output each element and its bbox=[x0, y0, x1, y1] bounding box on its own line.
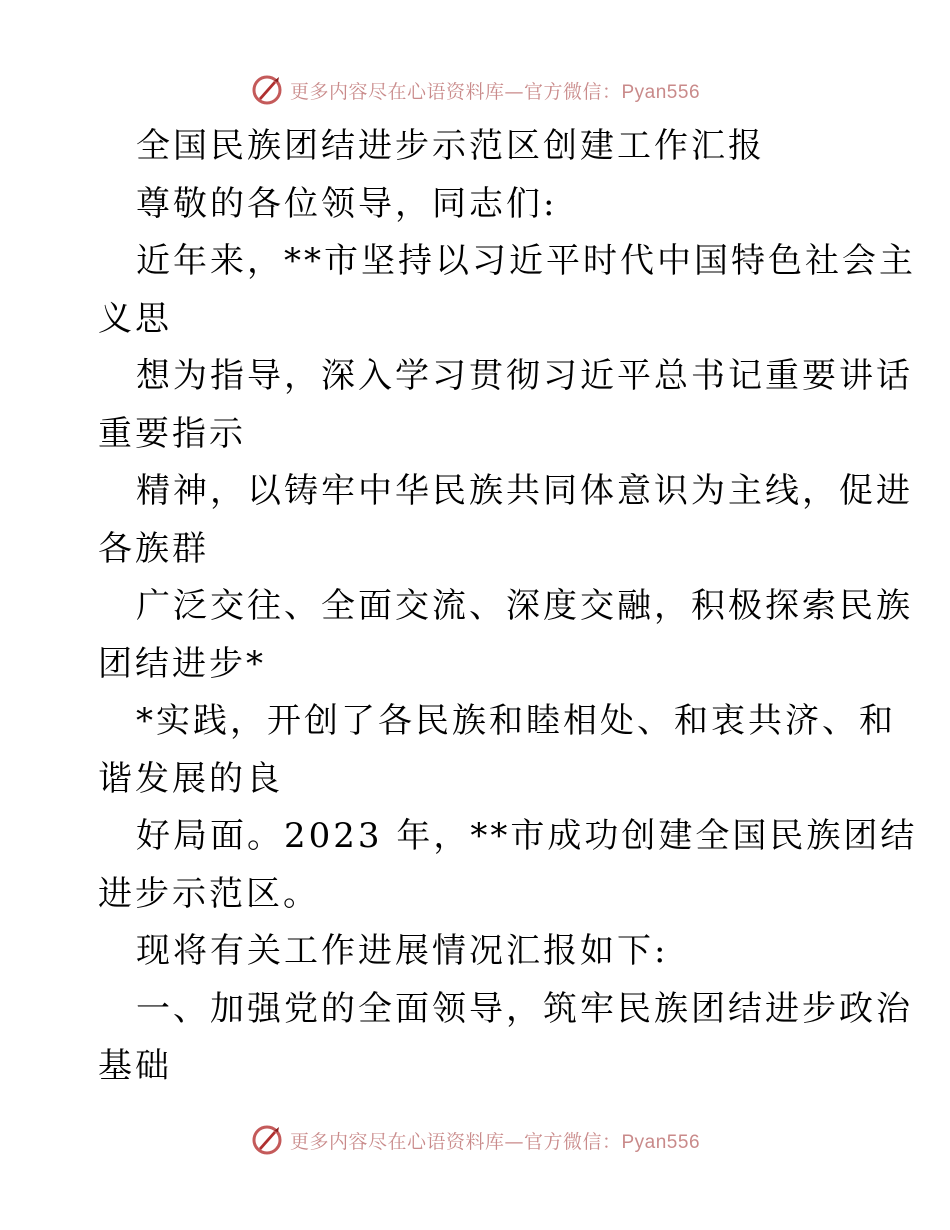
banner-text: 更多内容尽在心语资料库—官方微信：Pyan556 bbox=[289, 1130, 701, 1153]
footer-watermark-banner bbox=[0, 1120, 950, 1160]
text-line: 精神，以铸牢中华民族共同体意识为主线，促进 bbox=[136, 471, 913, 511]
text-line: 好局面。2023 年，**市成功创建全国民族团结 bbox=[136, 816, 918, 856]
wechat-id: Pyan556 bbox=[621, 1131, 701, 1153]
text-line: 进步示范区。 bbox=[98, 873, 320, 914]
header-watermark-banner bbox=[0, 70, 950, 110]
text-line: 重要指示 bbox=[98, 413, 246, 454]
text-line: 一、加强党的全面领导，筑牢民族团结进步政治 bbox=[136, 988, 913, 1029]
text-line: 基础 bbox=[98, 1046, 172, 1086]
text-line: 各族群 bbox=[98, 528, 209, 569]
banner-text: 更多内容尽在心语资料库—官方微信：Pyan556 bbox=[289, 80, 701, 103]
text-line: 全国民族团结进步示范区创建工作汇报 bbox=[136, 126, 765, 166]
wechat-id: Pyan556 bbox=[621, 81, 701, 103]
text-line: 义思 bbox=[98, 298, 172, 339]
text-line: 谐发展的良 bbox=[98, 758, 283, 799]
text-line: 广泛交往、全面交流、深度交融，积极探索民族 bbox=[136, 586, 913, 626]
text-line: 尊敬的各位领导，同志们: bbox=[136, 183, 558, 224]
quill-logo-icon bbox=[250, 1123, 284, 1157]
text-line: 现将有关工作进展情况汇报如下: bbox=[136, 931, 669, 971]
document-body bbox=[98, 118, 918, 1096]
quill-logo-icon bbox=[250, 73, 284, 107]
text-line: 想为指导，深入学习贯彻习近平总书记重要讲话 bbox=[136, 356, 913, 396]
text-line: 团结进步* bbox=[98, 643, 266, 684]
text-line: *实践，开创了各民族和睦相处、和衷共济、和 bbox=[136, 701, 896, 741]
text-line: 近年来，**市坚持以习近平时代中国特色社会主 bbox=[136, 241, 916, 281]
